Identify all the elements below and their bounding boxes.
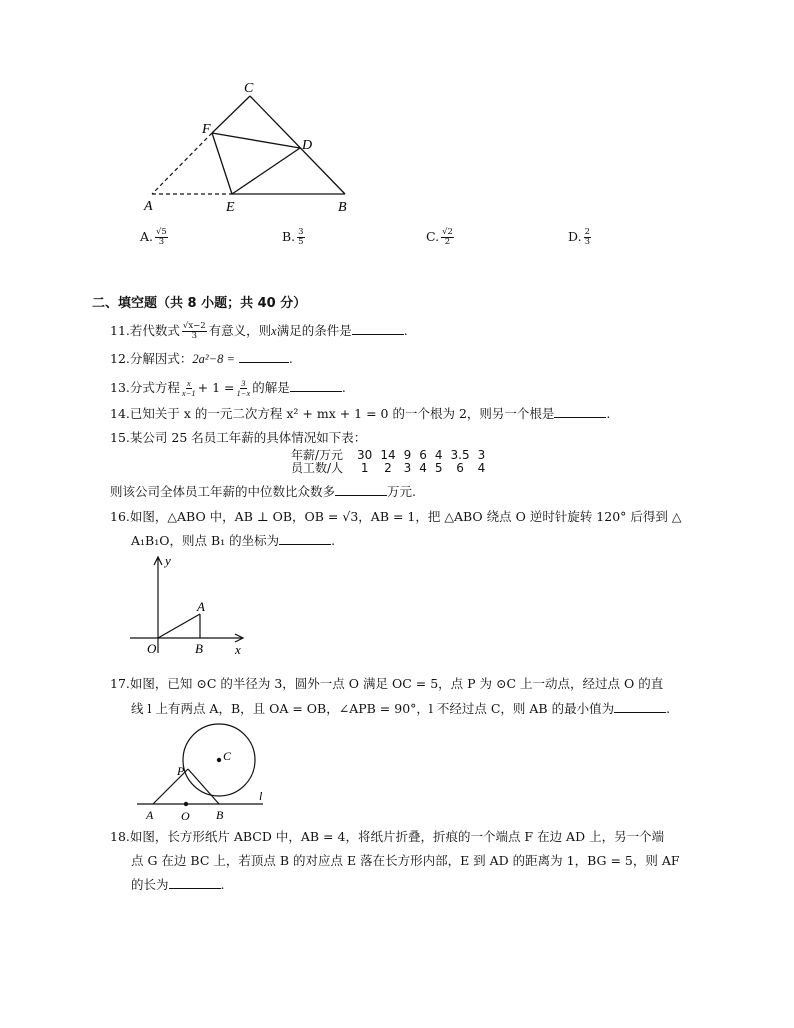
answer-blank-18[interactable]: [169, 876, 221, 889]
question-11: 11.若代数式 $\frac{√x-2}{3}$ 有意义，则x满足的条件是 .: [110, 321, 408, 341]
label-A: A: [197, 599, 205, 614]
option-b[interactable]: B. $\frac{3}{5}$: [282, 227, 304, 247]
triangle-fold-figure: [140, 78, 360, 218]
question-17-line1: 17.如图，已知 ⊙C 的半径为 3，圆外一点 O 满足 OC = 5，点 P 为 ⊙C 上一动点，经过点 O 的直: [110, 676, 664, 691]
answer-blank-13[interactable]: [290, 379, 342, 392]
question-12: 12.分解因式：2a²−8 = .: [110, 351, 293, 366]
label-E: E: [226, 200, 235, 215]
option-c[interactable]: C. $\frac{√2}{2}$: [426, 227, 453, 247]
question-14: 14.已知关于 x 的一元二次方程 x² + mx + 1 = 0 的一个根为 2，则另一个根是 .: [110, 406, 611, 421]
section-title: 二、填空题（共 8 小题；共 40 分）: [92, 296, 307, 311]
label-B: B: [216, 808, 224, 822]
question-15: 15.某公司 25 名员工年薪的具体情况如下表：: [110, 430, 367, 445]
question-13: 13.分式方程 $\frac{x}{x-1}$ + 1 = $\frac{3}{1-x}$ 的解是 .: [110, 378, 346, 398]
table-row: 年薪/万元 30 14 9 6 4 3.5 3: [291, 448, 486, 462]
answer-blank-14[interactable]: [554, 405, 606, 418]
label-C: C: [244, 81, 254, 96]
label-F: F: [202, 122, 211, 137]
option-d[interactable]: D. $\frac{2}{3}$: [568, 227, 590, 247]
coordinate-figure: [125, 553, 250, 658]
answer-blank-17[interactable]: [614, 700, 666, 713]
label-A: A: [146, 808, 154, 822]
answer-blank-15[interactable]: [335, 483, 387, 496]
label-A: A: [144, 199, 153, 214]
option-a[interactable]: A. $\frac{√5}{3}$: [140, 227, 167, 247]
label-P: P: [177, 764, 185, 778]
label-l: l: [259, 789, 263, 803]
circle-figure: [135, 720, 275, 825]
label-x: x: [235, 642, 241, 657]
label-B: B: [195, 641, 203, 656]
table-row: 员工数/人 1 2 3 4 5 6 4: [291, 461, 486, 475]
question-18-line3: 的长为 .: [131, 877, 225, 892]
label-y: y: [165, 553, 171, 568]
label-B: B: [338, 200, 347, 215]
label-O: O: [147, 641, 157, 656]
answer-blank-16[interactable]: [279, 532, 331, 545]
question-15-ask: 则该公司全体员工年薪的中位数比众数多 万元.: [110, 484, 416, 499]
question-16-line1: 16.如图，△ABO 中，AB ⊥ OB，OB = √3，AB = 1，把 △ABO 绕点 O 逆时针旋转 120° 后得到 △: [110, 509, 682, 524]
label-O: O: [181, 809, 190, 823]
label-C: C: [223, 749, 232, 763]
label-D: D: [302, 138, 313, 153]
salary-table: [287, 449, 489, 475]
answer-blank-12[interactable]: [239, 350, 289, 363]
question-18-line1: 18.如图，长方形纸片 ABCD 中，AB = 4，将纸片折叠，折痕的一个端点 F 在边 AD 上，另一个端: [110, 829, 665, 844]
answer-blank-11[interactable]: [352, 322, 404, 335]
question-16-line2: A₁B₁O，则点 B₁ 的坐标为 .: [131, 533, 336, 548]
question-18-line2: 点 G 在边 BC 上，若顶点 B 的对应点 E 落在长方形内部，E 到 AD 的距离为 1，BG = 5，则 AF: [131, 853, 680, 868]
question-17-line2: 线 l 上有两点 A，B，且 OA = OB，∠APB = 90°，l 不经过点 C，则 AB 的最小值为 .: [131, 701, 671, 716]
